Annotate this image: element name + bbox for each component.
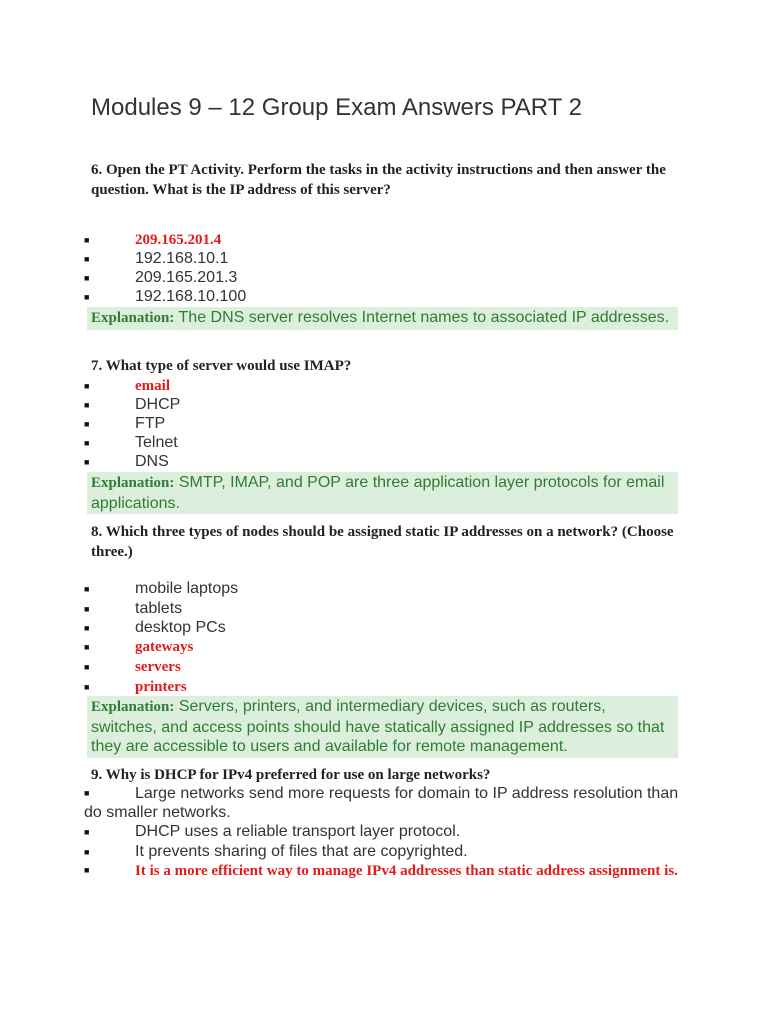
page-title: Modules 9 – 12 Group Exam Answers PART 2 [91,94,582,121]
question-6-text: 6. Open the PT Activity. Perform the tasks in the activity instructions and then answer the question. What is the IP address of this server? [91,162,666,198]
bullet-icon: ■ [84,847,90,857]
bullet-icon: ■ [84,381,90,391]
explanation-label: Explanation: [91,475,175,491]
explanation-text: Servers, printers, and intermediary devices, such as routers, switches, and access points should have statically assigned IP addresses so that they are accessible to users and available for remote management. [91,698,665,755]
question-7-text: 7. What type of server would use IMAP? [91,358,352,374]
bullet-icon: ■ [84,419,90,429]
bullet-icon: ■ [84,788,90,798]
explanation-label: Explanation: [91,310,175,326]
bullet-icon: ■ [84,865,90,875]
question-9-text: 9. Why is DHCP for IPv4 preferred for use on large networks? [91,767,491,783]
q8-explanation [87,696,678,758]
explanation-label: Explanation: [91,699,175,715]
bullet-icon: ■ [84,584,90,594]
explanation-text: SMTP, IMAP, and POP are three application layer protocols for email applications. [91,474,665,512]
q9-option-4[interactable]: ■ It is a more efficient way to manage IPv4 addresses than static address assignment is. [84,863,678,879]
bullet-icon: ■ [84,604,90,614]
bullet-icon: ■ [84,623,90,633]
bullet-icon: ■ [84,457,90,467]
explanation-text: The DNS server resolves Internet names to associated IP addresses. [178,309,670,326]
q7-explanation [87,472,678,514]
bullet-icon: ■ [84,682,90,692]
bullet-icon: ■ [84,438,90,448]
bullet-icon: ■ [84,400,90,410]
bullet-icon: ■ [84,235,90,245]
q6-explanation [87,307,678,330]
bullet-icon: ■ [84,273,90,283]
bullet-icon: ■ [84,662,90,672]
bullet-icon: ■ [84,254,90,264]
question-8-text: 8. Which three types of nodes should be assigned static IP addresses on a network? (Choose three.) [91,524,674,560]
bullet-icon: ■ [84,642,90,652]
bullet-icon: ■ [84,827,90,837]
q9-option-1[interactable]: ■ Large networks send more requests for domain to IP address resolution than do smaller networks. [84,785,679,821]
bullet-icon: ■ [84,292,90,302]
